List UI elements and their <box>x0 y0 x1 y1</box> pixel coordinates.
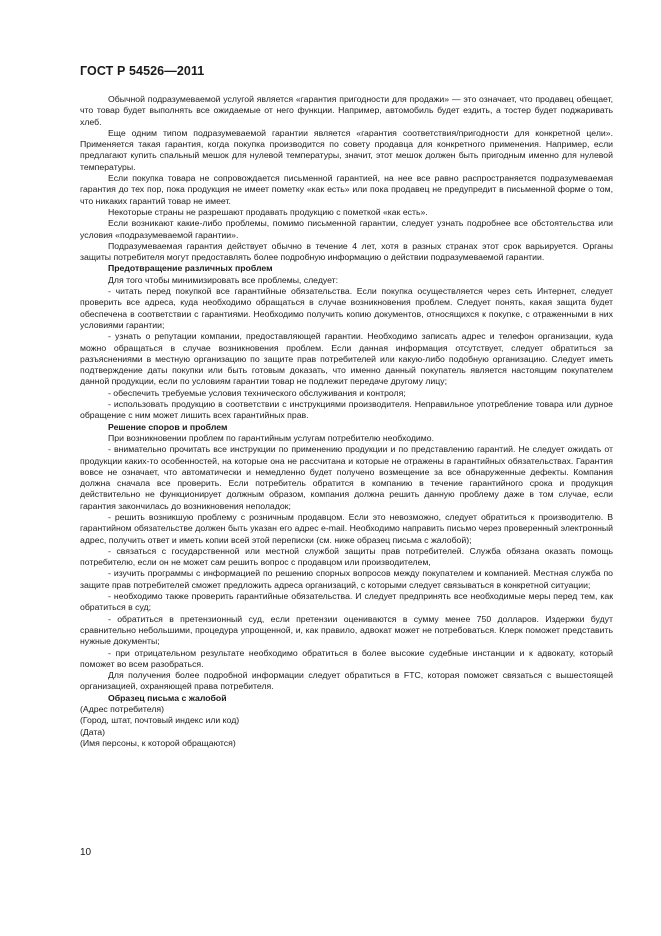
paragraph: Обычной подразумеваемой услугой является «гарантия пригодности для продажи» — это означает, что продавец обещает, что товар будет выполнять все ожидаемые от него функции. Например, автомобиль будет ездить, а тостер будет поджаривать хлеб. <box>80 94 613 127</box>
section-heading-prevention: Предотвращение различных проблем <box>108 263 273 274</box>
letter-line: (Дата) <box>80 726 106 737</box>
list-item: - читать перед покупкой все гарантийные обязательства. Если покупка осуществляется через сеть Интернет, следует проверить все адреса, куда необходимо обращаться в случае возникновения проблем. Следует понять, какая защита будет обеспечена в соответствии с гарантиями. Необходимо получить копию документов, относящихся к покупке, с отраженными в них условиями гарантии; <box>80 286 613 330</box>
section-heading-sample-letter: Образец письма с жалобой <box>108 692 227 703</box>
paragraph: Еще одним типом подразумеваемой гарантии является «гарантия соответствия/пригодности для конкретной цели». Применяется такая гарантия, когда покупка производится по совету продавца для конкретного применения. Например, если предлагают купить спальный мешок для нулевой температуры, значит, этот мешок должен быть пригодным именно для нулевой температуры. <box>80 127 613 172</box>
letter-line: (Город, штат, почтовый индекс или код) <box>80 715 240 726</box>
list-item: - необходимо также проверить гарантийные обязательства. И следует предпринять все необходимые меры перед тем, как обратиться в суд; <box>80 591 613 613</box>
page-number: 10 <box>80 847 92 858</box>
list-item: - внимательно прочитать все инструкции по применению продукции и по представлению гарантий. Не следует ожидать от продукции каких-то особенностей, на которые она не рассчитана и которые не отражены в гарантийных обязательствах. Гарантия вовсе не означает, что автоматически и немедленно будет получено возмещение за все обнаруженные дефекты. Компания должна сначала все проверить. Если потребитель обратится в компанию в течение гарантийного срока и продукция действительно не функционирует должным образом, компания должна решить данную проблему даже в том случае, если гарантия закончилась до возникновения неполадок; <box>80 444 613 511</box>
list-item: - при отрицательном результате необходимо обратиться в более высокие судебные инстанции и к адвокату, который поможет во всем разобраться. <box>80 647 613 669</box>
list-item: - решить возникшую проблему с розничным продавцом. Если это невозможно, следует обратиться к производителю. В гарантийном обязательстве должен быть указан его адрес e-mail. Необходимо направить письмо через проверенный электронный адрес, получить ответ и иметь копии всей этой переписки (см. ниже образец письма с жалобой); <box>80 511 613 545</box>
paragraph: Для получения более подробной информации следует обратиться в FTC, которая поможет связаться с вышестоящей организацией, охраняющей права потребителя. <box>80 670 613 692</box>
list-item: - обратиться в претензионный суд, если претензии оцениваются в сумму менее 750 долларов. Издержки будут сравнительно небольшими, процедура упрощенной, и, как правило, адвокат может не потребоваться. Клерк поможет представить нужные документы; <box>80 613 613 647</box>
document-header: ГОСТ Р 54526—2011 <box>80 64 205 78</box>
list-item: - обеспечить требуемые условия технического обслуживания и контроля; <box>108 387 406 398</box>
document-body <box>80 94 613 749</box>
section-heading-disputes: Решение споров и проблем <box>108 421 228 432</box>
list-item: - узнать о репутации компании, предоставляющей гарантии. Необходимо записать адрес и телефон организации, куда можно обращаться в случае возникновения проблем. Если данная информация отсутствует, следует обратиться за разъяснениями в местную организацию по защите прав потребителей или какую-либо подобную организацию. Следует иметь подтверждение даты покупки или быть готовым доказать, что именно данный покупатель является настоящим покупателем данной продукции, если по условиям гарантии товар не подлежит передаче другому лицу; <box>80 331 613 387</box>
paragraph: При возникновении проблем по гарантийным услугам потребителю необходимо. <box>108 432 435 443</box>
paragraph: Если покупка товара не сопровождается письменной гарантией, на нее все равно распространяется подразумеваемая гарантия до тех пор, пока продукция не имеет пометку «как есть» или пока продавец не предупредит в письменной форме о том, что никаких гарантий товар не имеет. <box>80 173 613 206</box>
list-item: - связаться с государственной или местной службой защиты прав потребителей. Служба обязана оказать помощь потребителю, если он не может сам решить вопрос с продавцом или производителем, <box>80 545 613 568</box>
letter-line: (Имя персоны, к которой обращаются) <box>80 737 236 748</box>
list-item: - изучить программы с информацией по решению спорных вопросов между покупателем и компанией. Местная служба по защите прав потребителей сможет предложить адреса организаций, с которыми следует связываться в конкретной ситуации; <box>80 568 613 590</box>
paragraph: Если возникают какие-либо проблемы, помимо письменной гарантии, следует узнать подробнее все обстоятельства или условия «подразумеваемой гарантии». <box>80 218 613 240</box>
letter-line: (Адрес потребителя) <box>80 704 164 715</box>
list-item: - использовать продукцию в соответствии с инструкциями производителя. Неправильное употребление товара или дурное обращение с ним может лишить всех гарантийных прав. <box>80 399 613 421</box>
paragraph: Некоторые страны не разрешают продавать продукцию с пометкой «как есть». <box>108 206 428 217</box>
paragraph: Для того чтобы минимизировать все проблемы, следует: <box>108 274 339 285</box>
paragraph: Подразумеваемая гарантия действует обычно в течение 4 лет, хотя в разных странах этот срок варьируется. Органы защиты потребителя могут предоставлять более подробную информацию о действии подразумеваемой гарантии. <box>80 240 613 263</box>
